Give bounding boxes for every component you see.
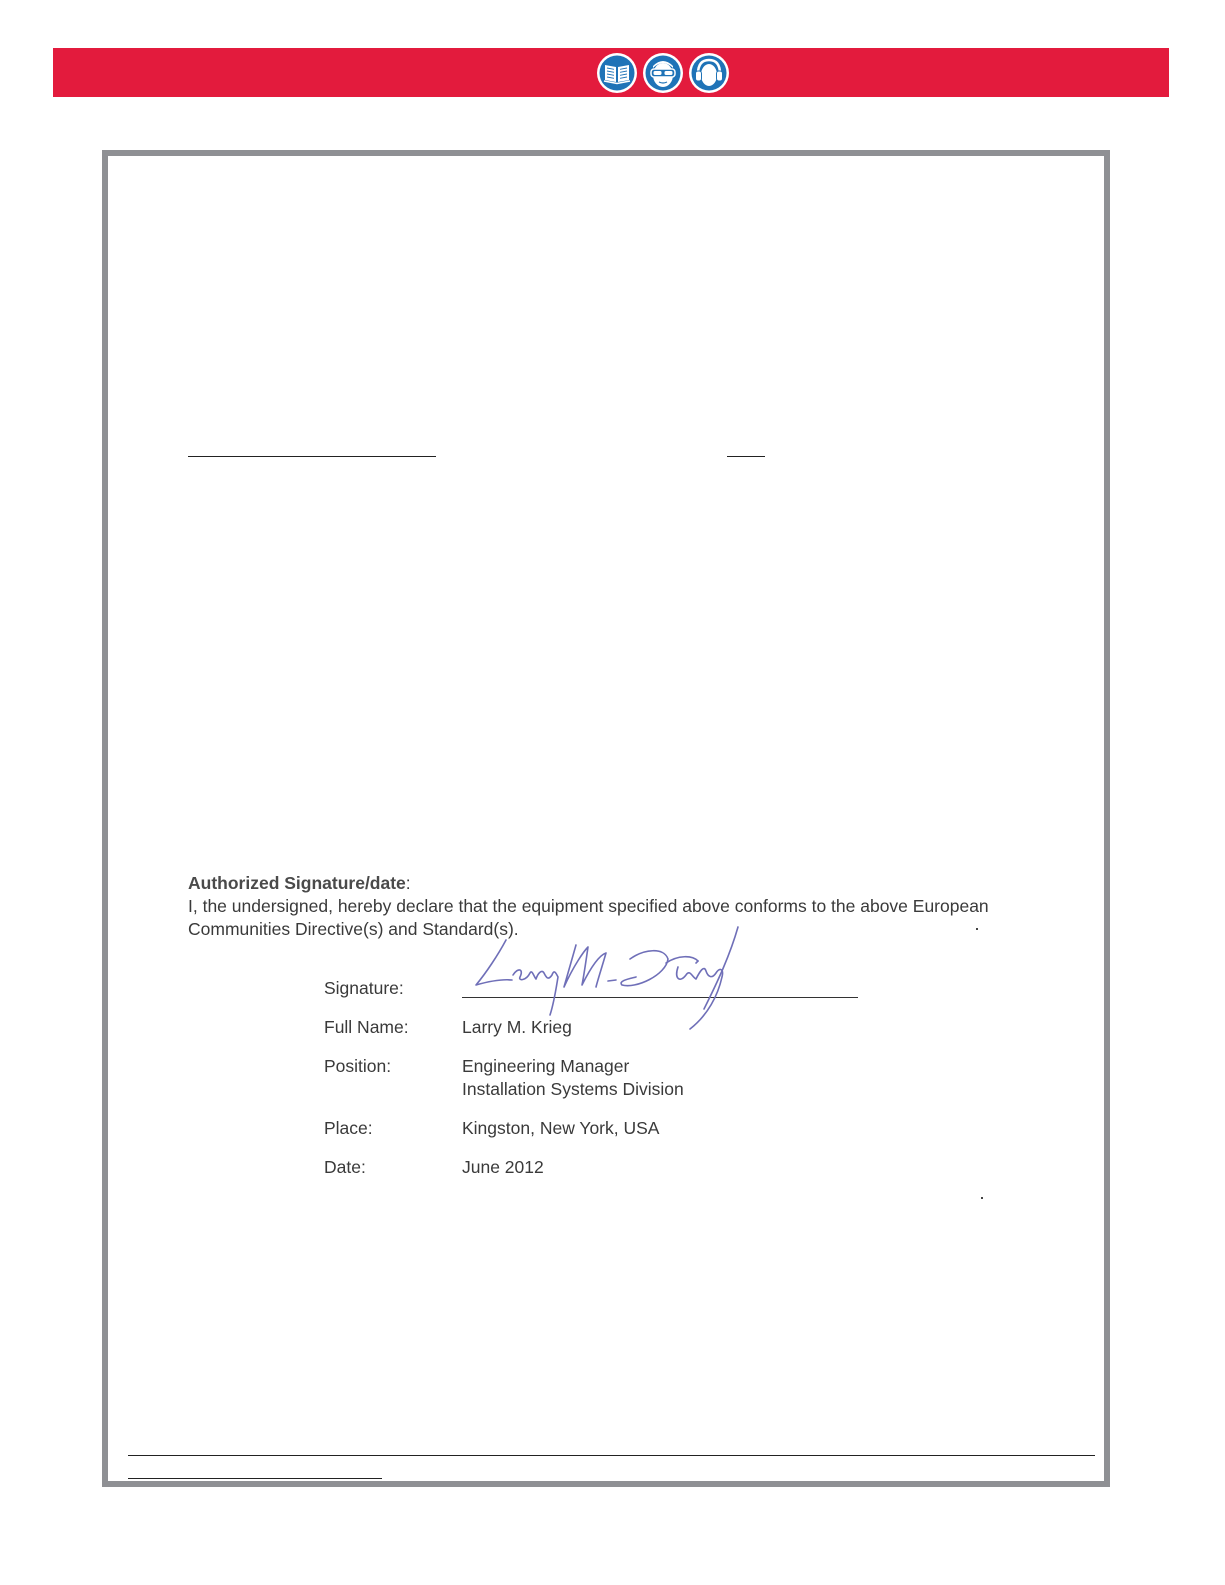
position-label: Position: — [324, 1056, 392, 1076]
stray-dot — [976, 928, 978, 930]
safety-icons — [596, 52, 730, 94]
document-frame — [102, 150, 1110, 1487]
blank-field-line-right — [727, 456, 765, 457]
declaration-title — [188, 872, 998, 895]
declaration-title-text: Authorized Signature/date — [188, 873, 406, 893]
ear-protection-icon — [688, 52, 730, 94]
stray-dot-lower — [981, 1197, 983, 1199]
position-value-line1: Engineering Manager — [462, 1056, 630, 1076]
footnote-rule — [128, 1478, 382, 1479]
blank-field-line-left — [188, 456, 436, 457]
position-value-line2: Installation Systems Division — [462, 1079, 684, 1099]
place-label: Place: — [324, 1118, 373, 1138]
full-name-value: Larry M. Krieg — [462, 1017, 572, 1037]
signature-label: Signature: — [324, 978, 404, 998]
declaration-statement: I, the undersigned, hereby declare that the equipment specified above conforms to the above European Communities Directive(s) and Standard(s). — [188, 896, 989, 939]
place-value: Kingston, New York, USA — [462, 1118, 660, 1138]
date-value: June 2012 — [462, 1157, 544, 1177]
eye-protection-icon — [642, 52, 684, 94]
full-name-label: Full Name: — [324, 1017, 409, 1037]
date-label: Date: — [324, 1157, 366, 1177]
read-manual-icon — [596, 52, 638, 94]
declaration-title-colon: : — [405, 873, 411, 893]
footer-rule — [128, 1455, 1095, 1456]
